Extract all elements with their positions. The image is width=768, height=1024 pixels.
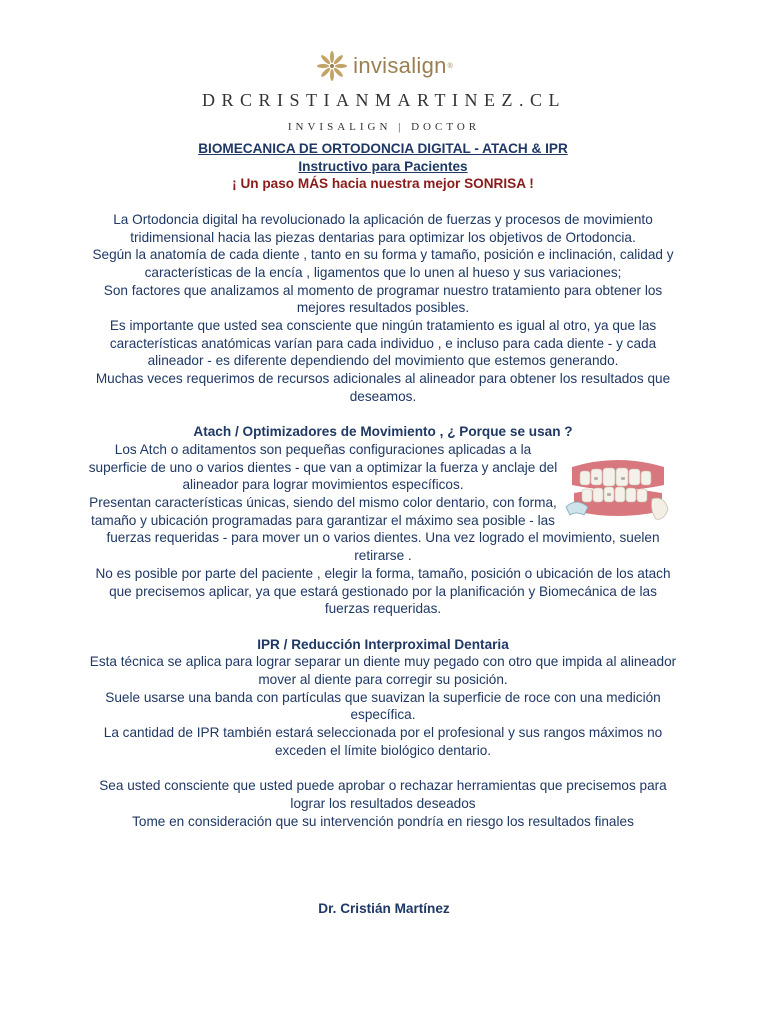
intro-paragraph: Según la anatomía de cada diente , tanto en su forma y tamaño, posición e inclinación, calidad y características de la encía , ligamentos que lo unen al hueso y sus variaciones;: [92, 247, 674, 280]
registered-mark: ®: [447, 62, 453, 70]
ipr-paragraph: La cantidad de IPR también estará seleccionada por el profesional y sus rangos máximos no exceden el límite biológico dentario.: [103, 725, 663, 758]
brand-name: invisalign: [353, 53, 447, 78]
closing-paragraph: Tome en consideración que su intervención pondría en riesgo los resultados finales: [132, 813, 634, 829]
slogan: ¡ Un paso MÁS hacia nuestra mejor SONRISA !: [232, 176, 534, 192]
starburst-icon: [315, 49, 349, 83]
brand-logo: [180, 48, 588, 84]
ipr-heading: IPR / Reducción Interproximal Dentaria: [257, 636, 509, 652]
atach-paragraph: Los Atch o aditamentos son pequeñas configuraciones aplicadas a la superficie de uno o varios dientes - que van a optimizar la fuerza y anclaje del alineador para lograr movimientos específicos.: [88, 441, 558, 493]
ipr-paragraph: Suele usarse una banda con partículas que suavizan la superficie de roce con una medición específica.: [105, 689, 661, 723]
intro-paragraph: Son factores que analizamos al momento de programar nuestro tratamiento para obtener los mejores resultados posibles.: [103, 282, 663, 316]
site-tagline: INVISALIGN | DOCTOR: [287, 121, 481, 133]
ipr-paragraph: Esta técnica se aplica para lograr separar un diente muy pegado con otro que impida al alineador mover al diente para corregir su posición.: [89, 654, 677, 688]
atach-heading: Atach / Optimizadores de Movimiento , ¿ Porque se usan ?: [193, 424, 573, 440]
document-title: BIOMECANICA DE ORTODONCIA DIGITAL - ATACH & IPR: [198, 141, 568, 156]
atach-paragraph: Presentan características únicas, siendo del mismo color dentario, con forma, tamaño y ubicación programadas para garantizar el máximo sea posible - las fuerzas requeridas - para mover un o varios dientes. Una vez logrado el movimiento, suelen retirarse .: [89, 495, 660, 564]
atach-paragraph: No es posible por parte del paciente , elegir la forma, tamaño, posición o ubicación de los atach que precisemos aplicar, ya que estará gestionado por la planificación y Biomecánica de las fuerzas requeridas.: [95, 565, 671, 617]
document-body: [88, 140, 678, 830]
document-header: [180, 48, 588, 138]
signature: Dr. Cristián Martínez: [318, 901, 450, 916]
teeth-attachments-illustration: [564, 455, 672, 525]
closing-paragraph: Sea usted consciente que usted puede aprobar o rechazar herramientas que precisemos para lograr los resultados deseados: [99, 778, 667, 811]
intro-paragraph: La Ortodoncia digital ha revolucionado la aplicación de fuerzas y procesos de movimiento tridimensional hacia las piezas dentarias para optimizar los objetivos de Ortodoncia.: [113, 211, 653, 245]
site-name: DRCRISTIANMARTINEZ.CL: [202, 90, 566, 110]
document-subtitle: Instructivo para Pacientes: [298, 158, 468, 174]
intro-paragraph: Es importante que usted sea consciente que ningún tratamiento es igual al otro, ya que las características anatómicas varían para cada individuo , e incluso para cada diente - y cada alineador - es diferente dependiendo del movimiento que estemos generando.: [109, 318, 657, 369]
intro-paragraph: Muchas veces requerimos de recursos adicionales al alineador para obtener los resultados que deseamos.: [95, 371, 671, 404]
